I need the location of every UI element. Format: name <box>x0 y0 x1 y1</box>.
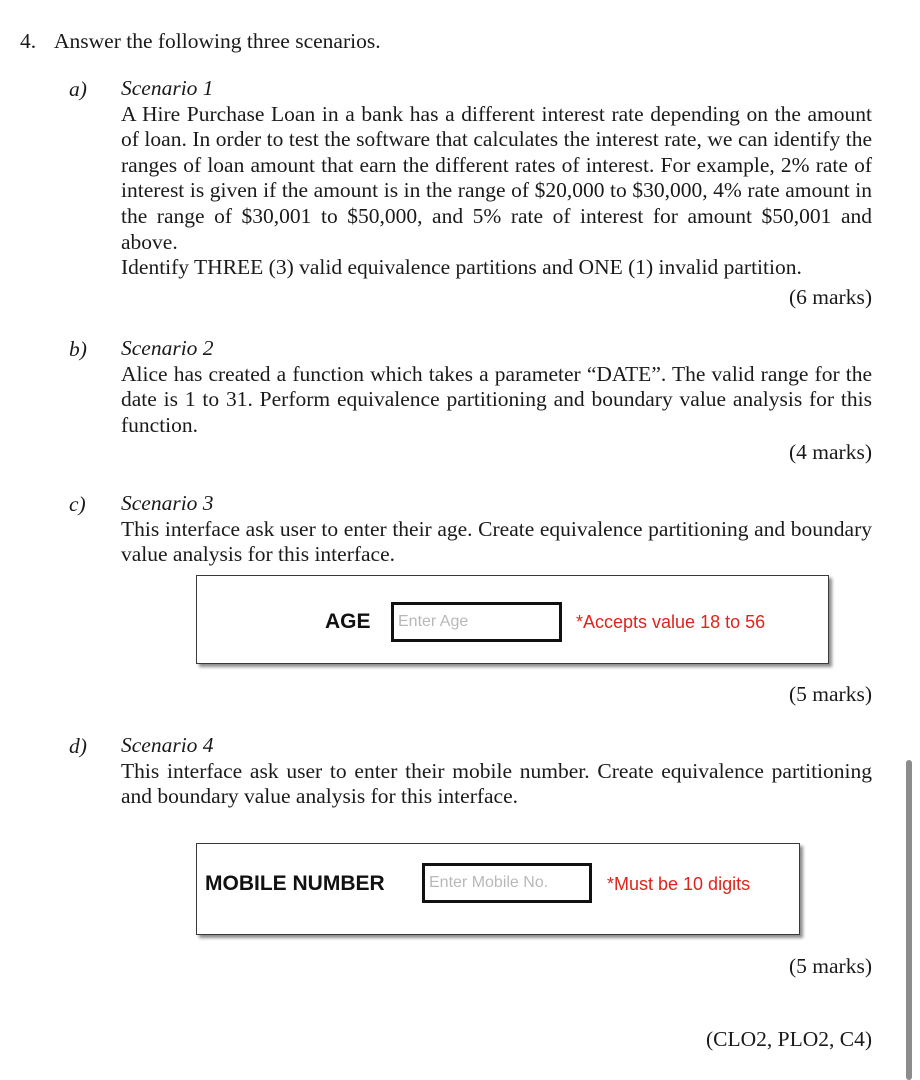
scenario-a <box>121 76 872 281</box>
question-number: 4. <box>20 29 37 53</box>
scenario-d-paragraph: This interface ask user to enter their mobile number. Create equivalence partitioning and boundary value analysis for this interface. <box>121 758 872 809</box>
question-heading <box>20 28 381 54</box>
scenario-c-title: Scenario 3 <box>121 491 214 515</box>
scenario-b-marks: (4 marks) <box>789 440 872 464</box>
mobile-number-input[interactable]: Enter Mobile No. <box>422 863 592 903</box>
age-validation-hint: *Accepts value 18 to 56 <box>576 612 766 632</box>
scenario-d <box>121 733 872 810</box>
scenario-a-marks: (6 marks) <box>789 285 872 309</box>
scenario-c-paragraph: This interface ask user to enter their age. Create equivalence partitioning and boundary value analysis for this interface. <box>121 516 872 567</box>
mobile-number-label: MOBILE NUMBER <box>205 872 385 895</box>
outcome-codes: (CLO2, PLO2, C4) <box>705 1027 872 1051</box>
scenario-b <box>121 336 872 438</box>
scenario-a-task: Identify THREE (3) valid equivalence partitions and ONE (1) invalid partition. <box>121 255 802 280</box>
scenario-d-letter: d) <box>69 734 87 758</box>
mobile-form-mockup <box>196 843 800 935</box>
scenario-d-marks: (5 marks) <box>789 954 872 978</box>
scenario-c-marks: (5 marks) <box>789 682 872 706</box>
question-title: Answer the following three scenarios. <box>54 29 381 53</box>
scenario-b-letter: b) <box>69 337 87 361</box>
scenario-a-title: Scenario 1 <box>121 76 214 100</box>
scenario-b-paragraph: Alice has created a function which takes a parameter “DATE”. The valid range for the date is 1 to 31. Perform equivalence partitioning and boundary value analysis for this function. <box>121 361 872 437</box>
scenario-a-letter: a) <box>69 77 87 101</box>
mobile-validation-hint: *Must be 10 digits <box>607 874 751 894</box>
age-form-mockup <box>196 575 829 664</box>
scrollbar[interactable] <box>906 760 912 1080</box>
scenario-b-title: Scenario 2 <box>121 336 214 360</box>
scenario-a-paragraph: A Hire Purchase Loan in a bank has a different interest rate depending on the amount of loan. In order to test the software that calculates the interest rate, we can identify the ranges of loan amount that earn the different rates of interest. For example, 2% rate of interest is given if the amount is in the range of $20,000 to $30,000, 4% rate amount in the range of $30,001 to $50,000, and 5% rate of interest for amount $50,001 and above. <box>121 101 872 254</box>
age-input[interactable]: Enter Age <box>391 602 562 642</box>
age-label: AGE <box>325 610 371 633</box>
scenario-c <box>121 491 872 568</box>
scenario-c-letter: c) <box>69 492 86 516</box>
scenario-d-title: Scenario 4 <box>121 733 214 757</box>
